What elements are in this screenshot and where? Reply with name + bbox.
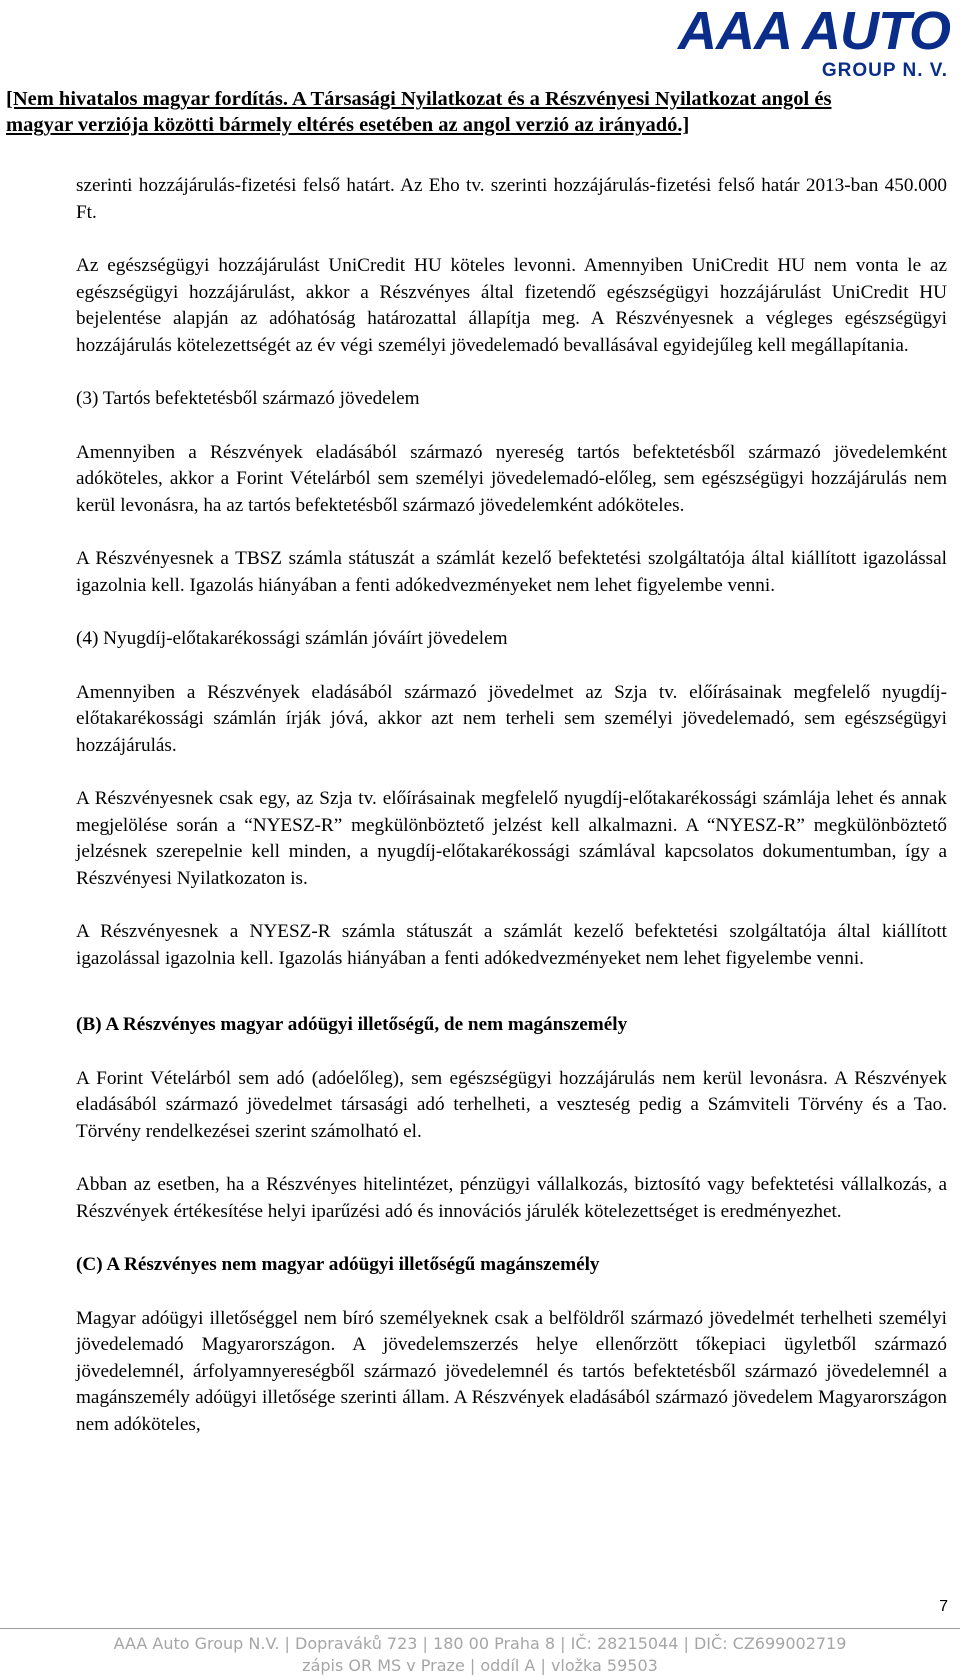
paragraph-health-contribution: Az egészségügyi hozzájárulást UniCredit HU köteles levonni. Amennyiben UniCredit HU nem vonta le az egészségügyi hozzájárulást, akkor a Részvényes által fizetendő egészségügyi hozzájárulást UniCredit HU bejelentése alapján az adóhatóság határozattal állapítja meg. A Részvényesnek a végleges egészségügyi hozzájárulás kötelezettségét az év végi személyi jövedelemadó bevallásával egyidejűleg kell megállapítania. — [76, 255, 947, 356]
logo-wordmark: AAA AUTO — [678, 1, 950, 61]
section-heading-b: (B) A Részvényes magyar adóügyi illetőségű, de nem magánszemély — [76, 1014, 628, 1035]
page-number: 7 — [939, 1598, 948, 1615]
paragraph-nyesz-r-certificate: A Részvényesnek a NYESZ-R számla státuszát a számlát kezelő befektetési szolgáltatója által kiállított igazolással igazolnia kell. Igazolás hiányában a fenti adókedvezményeket nem lehet figyelembe venni. — [76, 921, 947, 969]
paragraph-tbsz-certificate: A Részvényesnek a TBSZ számla státuszát a számlát kezelő befektetési szolgáltatója által kiállított igazolással igazolnia kell. Igazolás hiányában a fenti adókedvezményeket nem lehet figyelembe venni. — [76, 548, 947, 596]
paragraph-contribution-cap: szerinti hozzájárulás-fizetési felső határt. Az Eho tv. szerinti hozzájárulás-fizetési felső határ 2013-ban 450.000 Ft. — [76, 175, 947, 223]
paragraph-pension-account: Amennyiben a Részvények eladásából származó jövedelmet az Szja tv. előírásainak megfelelő nyugdíj-előtakarékossági számlán írják jóvá, akkor azt nem terheli sem személyi jövedelemadó, sem egészségügyi hozzájárulás. — [76, 681, 947, 756]
company-footer — [0, 1633, 960, 1677]
footer-line-2: zápis OR MS v Praze | oddíl A | vložka 59503 — [302, 1656, 658, 1675]
paragraph-local-business-tax: Abban az esetben, ha a Részvényes hitelintézet, pénzügyi vállalkozás, biztosító vagy befektetési vállalkozás, a Részvények értékesítése helyi iparűzési adó és innovációs járulék kötelezettséget is eredményezhet. — [76, 1174, 947, 1222]
section-heading-pension-account: (4) Nyugdíj-előtakarékossági számlán jóváírt jövedelem — [76, 628, 508, 649]
company-logo — [655, 0, 950, 85]
paragraph-non-resident: Magyar adóügyi illetőséggel nem bíró személyeknek csak a belföldről származó jövedelmét terhelheti személyi jövedelemadó Magyarországon. A jövedelemszerzés helye ellenőrzött tőkepiaci ügyletből származó jövedelemnél, árfolyamnyereségből származó jövedelemnél és tartós befektetésből származó jövedelemnél a magánszemély adóügyi illetősége szerinti állam. A Részvények eladásából származó jövedelem Magyarországon nem adóköteles, — [76, 1307, 947, 1435]
paragraph-corporate-tax: A Forint Vételárból sem adó (adóelőleg), sem egészségügyi hozzájárulás nem kerül levonásra. A Részvények eladásából származó jövedelmet társasági adó terhelheti, a veszteség pedig a Számviteli Törvény és a Tao. Törvény rendelkezései szerint számolható el. — [76, 1067, 947, 1142]
disclaimer-line-2: magyar verziója közötti bármely eltérés esetében az angol verzió az irányadó.] — [6, 114, 690, 136]
section-heading-long-term-investment: (3) Tartós befektetésből származó jövedelem — [76, 388, 420, 409]
section-heading-c: (C) A Részvényes nem magyar adóügyi illetőségű magánszemély — [76, 1254, 600, 1275]
logo-subtitle: GROUP N. V. — [821, 60, 948, 81]
document-body — [76, 173, 947, 1465]
paragraph-long-term-investment: Amennyiben a Részvények eladásából származó nyereség tartós befektetésből származó jövedelemként adóköteles, akkor a Forint Vételárból sem személyi jövedelemadó-előleg, sem egészségügyi hozzájárulás nem kerül levonásra, ha az tartós befektetésből származó jövedelemként adóköteles. — [76, 441, 947, 516]
footer-divider — [0, 1628, 960, 1629]
disclaimer-line-1: [Nem hivatalos magyar fordítás. A Társasági Nyilatkozat és a Részvényesi Nyilatkozat angol és — [6, 88, 832, 110]
translation-disclaimer — [6, 86, 941, 138]
footer-line-1: AAA Auto Group N.V. | Dopraváků 723 | 180 00 Praha 8 | IČ: 28215044 | DIČ: CZ699002719 — [113, 1634, 847, 1653]
paragraph-nyesz-r-designation: A Részvényesnek csak egy, az Szja tv. előírásainak megfelelő nyugdíj-előtakarékossági számlája lehet és annak megjelölése során a “NYESZ-R” megkülönböztető jelzést kell alkalmazni. A “NYESZ-R” megkülönböztető jelzésnek szerepelnie kell minden, a nyugdíj-előtakarékossági számlával kapcsolatos dokumentumban, így a Részvényesi Nyilatkozaton is. — [76, 788, 947, 889]
